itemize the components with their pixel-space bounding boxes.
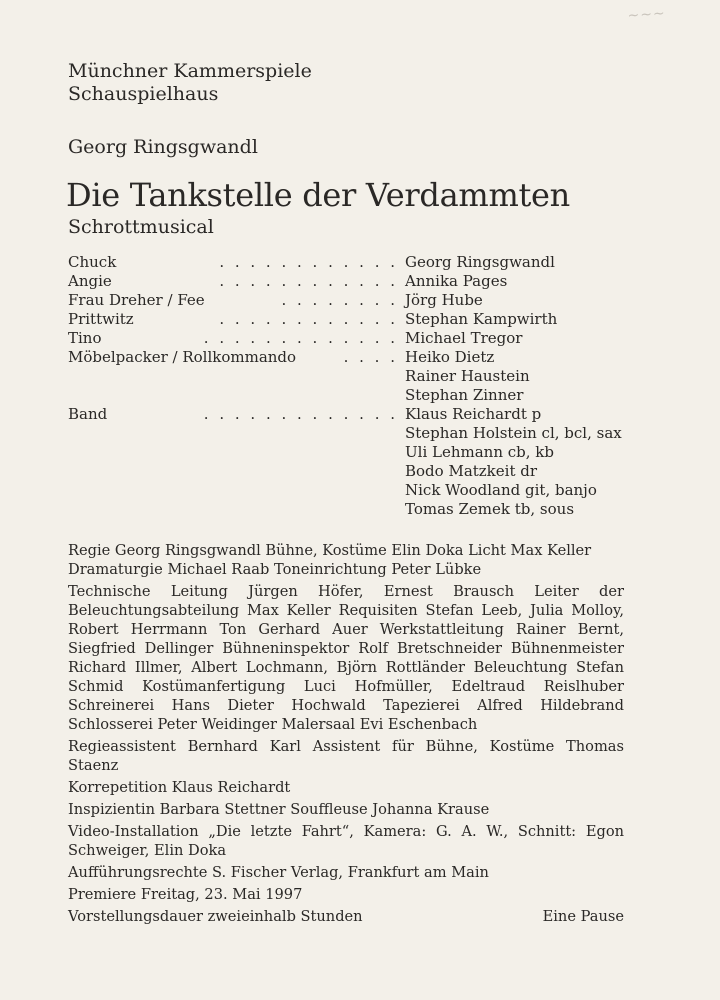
credits-duration-line: [68, 907, 624, 926]
credits-pause: Eine Pause: [542, 908, 624, 925]
cast-leader-dots: . . . . . . . . . . . . .: [203, 405, 398, 423]
credits-duration: Vorstellungsdauer zweieinhalb Stunden: [68, 908, 363, 925]
cast-row: [68, 462, 668, 481]
cast-row: [68, 443, 668, 462]
credits-inspizienz: Inspizientin Barbara Stettner Souffleuse Johanna Krause: [68, 801, 490, 818]
cast-role: Chuck: [68, 253, 117, 271]
play-title: Die Tankstelle der Verdammten: [66, 176, 570, 214]
credits-rights: Aufführungsrechte S. Fischer Verlag, Frankfurt am Main: [68, 864, 489, 881]
cast-row: [68, 310, 668, 329]
cast-leader-dots: . . . . . . . . . . . . .: [203, 329, 398, 347]
cast-leader-dots: . . . . . . . . . . . .: [219, 310, 398, 328]
credits-block: [68, 541, 624, 926]
cast-role: Frau Dreher / Fee: [68, 291, 205, 309]
credits-assistants: Regieassistent Bernhard Karl Assistent für Bühne, Kostüme Thomas Staenz: [68, 738, 624, 774]
credits-technical: Technische Leitung Jürgen Höfer, Ernest Brausch Leiter der Beleuchtungsabteilung Max Keller Requisiten Stefan Leeb, Julia Molloy, Robert Herrmann Ton Gerhard Auer Werkstattleitung Rainer Bernt, Siegfried Dellinger Bühneninspektor Rolf Bretschneider Bühnenmeister Richard Illmer, Albert Lochmann, Björn Rottländer Beleuchtung Stefan Schmid Kostümanfertigung Luci Hofmüller, Edeltraud Reislhuber Schreinerei Hans Dieter Hochwald Tapezierei Alfred Hildebrand Schlosserei Peter Weidinger Malersaal Evi Eschenbach: [68, 583, 624, 733]
cast-actor: Heiko Dietz: [405, 348, 495, 366]
cast-actor: Stephan Zinner: [405, 386, 524, 404]
cast-role: Prittwitz: [68, 310, 134, 328]
author-name: Georg Ringsgwandl: [68, 136, 258, 158]
cast-row: [68, 367, 668, 386]
cast-list: [68, 253, 668, 519]
credits-direction: Regie Georg Ringsgwandl Bühne, Kostüme Elin Doka Licht Max Keller: [68, 542, 592, 559]
cast-actor: Stephan Kampwirth: [405, 310, 558, 328]
cast-actor: Klaus Reichardt p: [405, 405, 542, 423]
play-subtitle: Schrottmusical: [68, 216, 214, 238]
theatre-name: [68, 60, 312, 106]
cast-actor: Bodo Matzkeit dr: [405, 462, 538, 480]
cast-actor: Uli Lehmann cb, kb: [405, 443, 554, 461]
cast-row: [68, 253, 668, 272]
cast-actor: Jörg Hube: [405, 291, 483, 309]
cast-leader-dots: . . . . . . . . . . . .: [219, 272, 398, 290]
cast-role: Möbelpacker / Rollkommando: [68, 348, 297, 366]
cast-actor: Michael Tregor: [405, 329, 523, 347]
theatre-line-1: Münchner Kammerspiele: [68, 60, 312, 82]
credits-premiere: Premiere Freitag, 23. Mai 1997: [68, 886, 303, 903]
cast-row: [68, 329, 668, 348]
cast-row: [68, 272, 668, 291]
cast-actor: Stephan Holstein cl, bcl, sax: [405, 424, 622, 442]
cast-leader-dots: . . . .: [343, 348, 398, 366]
cast-row: [68, 500, 668, 519]
cast-role: Angie: [68, 272, 112, 290]
cast-row: [68, 291, 668, 310]
credits-video: Video-Installation „Die letzte Fahrt“, Kamera: G. A. W., Schnitt: Egon Schweiger, Elin Doka: [68, 823, 624, 859]
cast-actor: Georg Ringsgwandl: [405, 253, 555, 271]
cast-row: [68, 386, 668, 405]
credits-korrepetition: Korrepetition Klaus Reichardt: [68, 779, 291, 796]
pencil-note: ~~~: [627, 5, 667, 25]
cast-row: [68, 481, 668, 500]
cast-leader-dots: . . . . . . . .: [281, 291, 398, 309]
cast-row: [68, 405, 668, 424]
cast-leader-dots: . . . . . . . . . . . .: [219, 253, 398, 271]
cast-row: [68, 348, 668, 367]
credits-dramaturgy: Dramaturgie Michael Raab Toneinrichtung Peter Lübke: [68, 561, 482, 578]
cast-role: Tino: [68, 329, 102, 347]
cast-actor: Rainer Haustein: [405, 367, 530, 385]
cast-row: [68, 424, 668, 443]
cast-role: Band: [68, 405, 108, 423]
cast-actor: Tomas Zemek tb, sous: [405, 500, 575, 518]
theatre-line-2: Schauspielhaus: [68, 83, 219, 105]
cast-actor: Annika Pages: [405, 272, 508, 290]
cast-actor: Nick Woodland git, banjo: [405, 481, 597, 499]
